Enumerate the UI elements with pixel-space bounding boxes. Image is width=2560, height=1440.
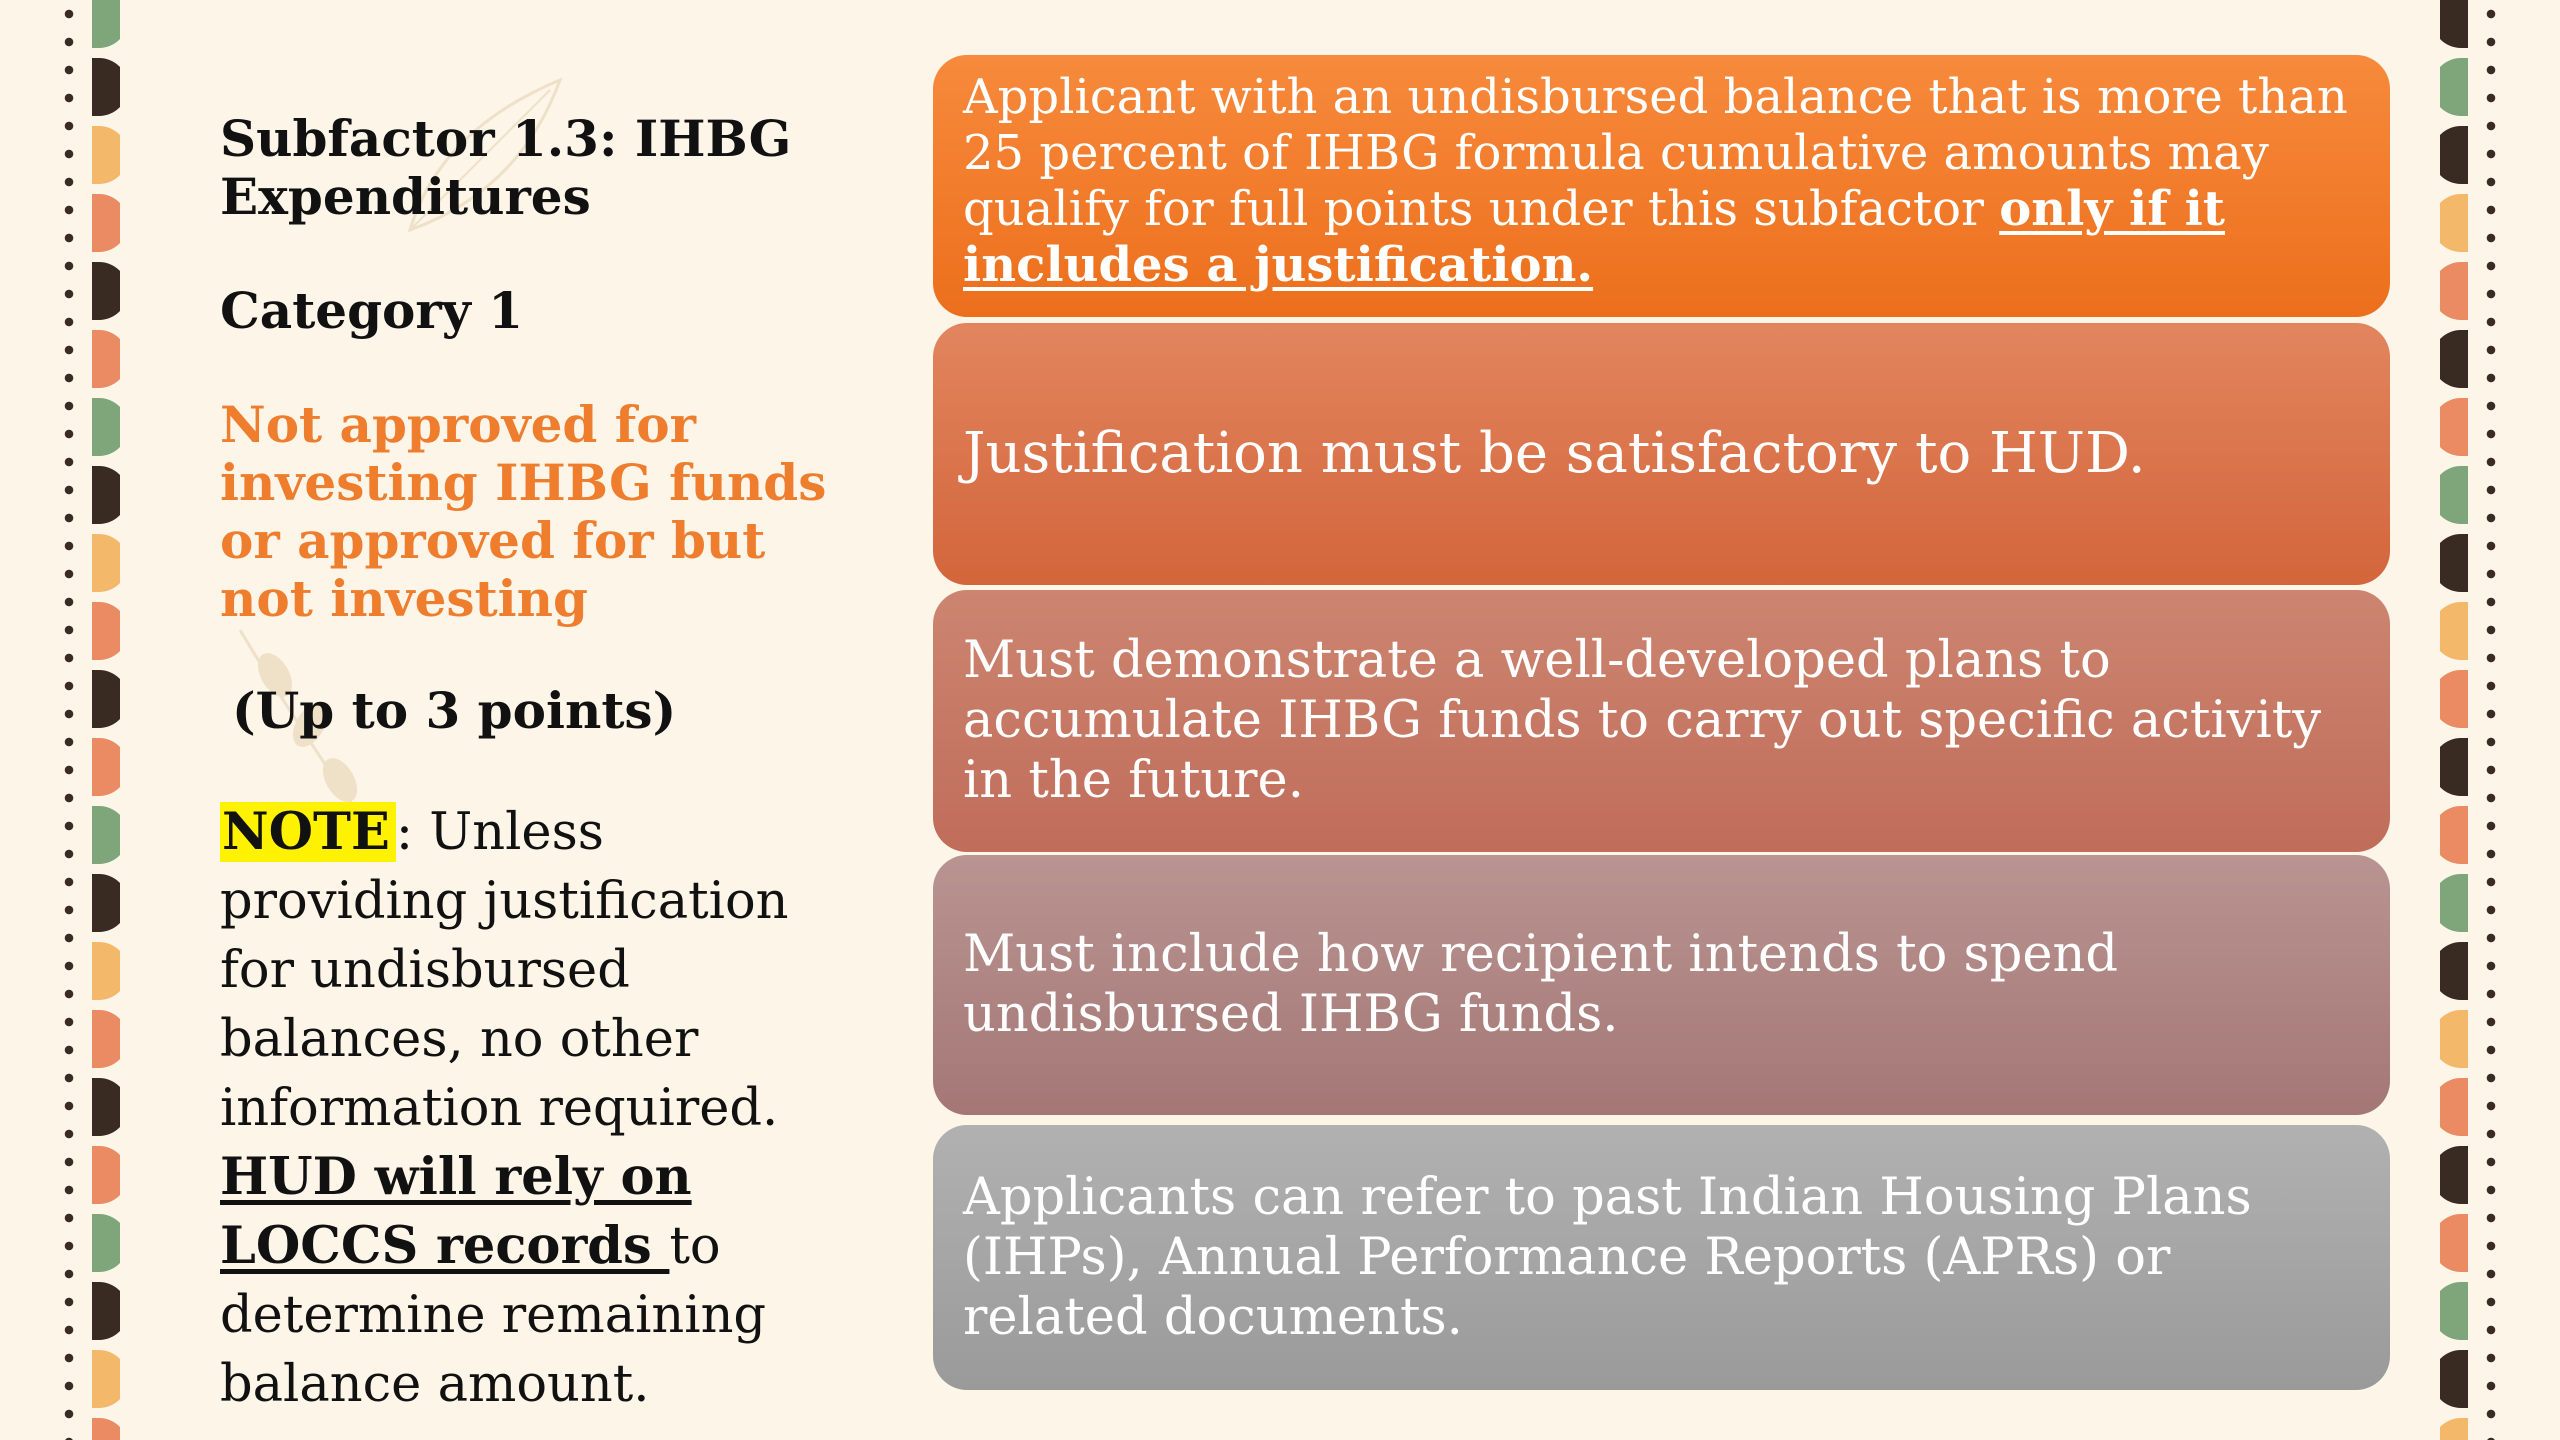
left-decorative-border xyxy=(0,0,120,1440)
semicircle-pattern xyxy=(92,0,120,1440)
info-box-3-text: Must demonstrate a well-developed plans to accumulate IHBG funds to carry out specific activity in the future. xyxy=(963,631,2322,810)
subfactor-title: Subfactor 1.3: IHBG Expenditures xyxy=(220,109,792,226)
info-box-4 xyxy=(933,855,2390,1115)
note-emphasis: HUD will rely on LOCCS records xyxy=(220,1147,692,1276)
info-box-2 xyxy=(933,323,2390,585)
info-box-1-main: Applicant with an undisbursed balance that is more than 25 percent of IHBG formula cumulative amounts may qualify for full points under this subfactor xyxy=(963,69,2348,237)
info-box-3 xyxy=(933,590,2390,852)
info-box-1-emphasis: only if it includes a justification. xyxy=(963,181,2225,293)
semicircle-pattern xyxy=(2440,0,2468,1440)
right-decorative-border xyxy=(2440,0,2560,1440)
note-paragraph xyxy=(220,798,840,1419)
info-box-5-text: Applicants can refer to past Indian Housing Plans (IHPs), Annual Performance Reports (APRs) or related documents. xyxy=(963,1167,2252,1347)
dotted-line xyxy=(2486,0,2496,1440)
category-description: Not approved for investing IHBG funds or approved for but not investing xyxy=(220,395,827,628)
dotted-line xyxy=(64,0,74,1440)
note-text-1: Unless providing justification for undisbursed balances, no other information required. xyxy=(220,803,789,1138)
info-box-1 xyxy=(933,55,2390,317)
note-colon: : xyxy=(395,803,414,862)
category-label: Category 1 xyxy=(220,281,524,340)
note-label: NOTE xyxy=(220,802,396,862)
info-box-4-text: Must include how recipient intends to spend undisbursed IHBG funds. xyxy=(963,925,2119,1044)
info-box-5 xyxy=(933,1125,2390,1390)
left-column xyxy=(220,110,840,1419)
points-label: (Up to 3 points) xyxy=(232,681,677,740)
info-box-1-text xyxy=(963,69,2356,293)
info-box-2-text: Justification must be satisfactory to HUD. xyxy=(963,421,2146,486)
note-text-2: to determine remaining balance amount. xyxy=(220,1217,767,1414)
